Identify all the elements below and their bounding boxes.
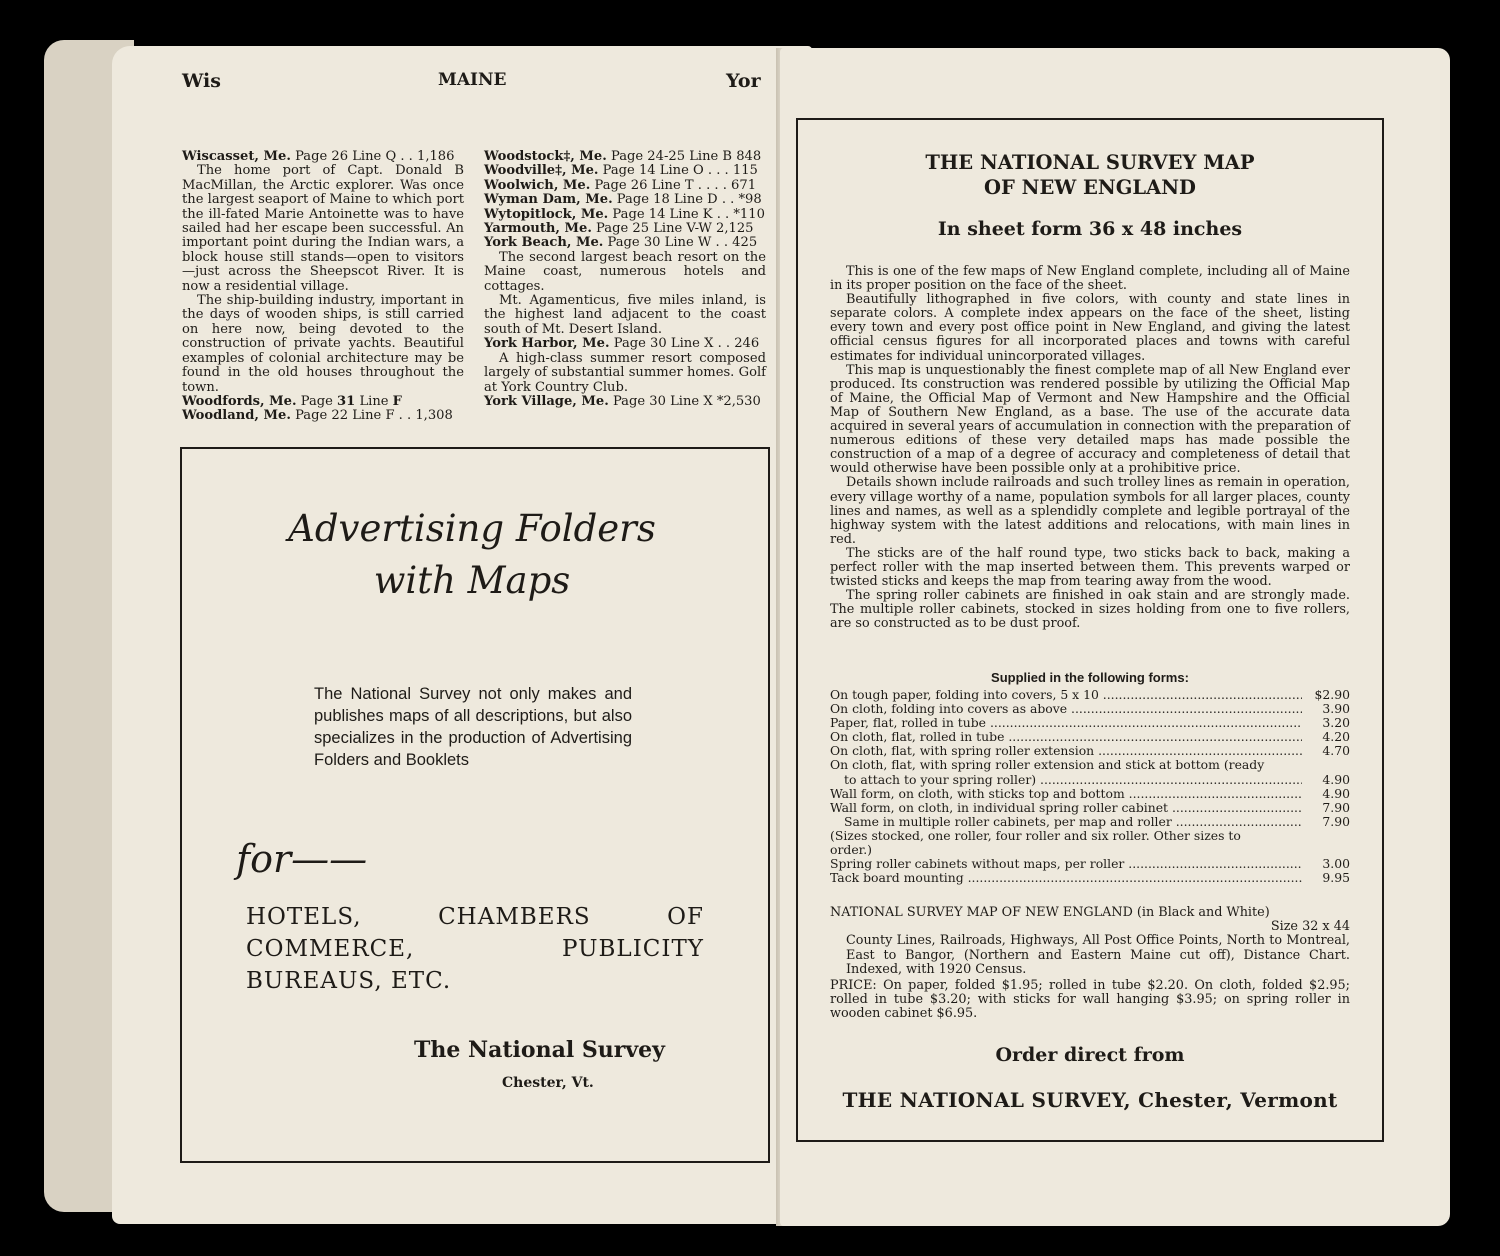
gazetteer-entry <box>484 236 766 250</box>
price-label: On cloth, flat, rolled in tube ..... <box>830 730 1302 744</box>
ad-title-line-1: Advertising Folders <box>288 507 656 550</box>
price-row <box>830 857 1350 871</box>
gazetteer-entry <box>182 150 464 164</box>
price-value: 7.90 <box>1322 813 1350 829</box>
bw-description: County Lines, Railroads, Highways, All Post Office Points, North to Montreal, East to Bangor, (Northern and Eastern Maine cut off), Distance Chart. Indexed, with 1920 Census. <box>846 933 1350 977</box>
price-value <box>1302 843 1350 857</box>
price-row <box>830 787 1350 801</box>
order-company: THE NATIONAL SURVEY, Chester, Vermont <box>842 1088 1338 1112</box>
order-direct: Order direct from <box>995 1044 1185 1066</box>
price-label: to attach to your spring roller) ..... <box>830 773 1302 787</box>
product-title-line-2: OF NEW ENGLAND <box>984 176 1196 199</box>
entry-description: A high-class summer resort composed largely of substantial summer homes. Golf at York Country Club. <box>484 350 766 395</box>
entry-place-name: Woodville‡, Me. <box>484 163 599 179</box>
entry-line: F <box>392 393 402 409</box>
price-label: Tack board mounting ..... <box>830 871 1302 885</box>
price-label: Paper, flat, rolled in tube ..... <box>830 716 1302 730</box>
entry-location: Page 26 Line Q . . 1,186 <box>290 149 455 164</box>
entry-description: The second largest beach resort on the Maine coast, numerous hotels and cottages. <box>484 249 766 294</box>
entry-location: Page <box>296 393 338 409</box>
gazetteer-column-1 <box>182 150 464 424</box>
entry-description: The home port of Capt. Donald B MacMillan, the Arctic explorer. Was once the largest seaport of Maine to which port the ill-fated Marie Antoinette was to have sailed had her escape been successful. An important point during the Indian wars, a block house still stands—open to visitors—just across the Sheepscot River. It is now a residential village. <box>182 163 464 294</box>
product-description <box>830 265 1350 631</box>
price-list <box>830 688 1350 885</box>
price-value <box>1302 829 1350 843</box>
advertisement-box <box>180 447 770 1163</box>
description-paragraph: This map is unquestionably the finest complete map of all New England ever produced. Its construction was rendered possible by utilizing the Official Map of Maine, the Official Map of Vermont and New Hampshire and the Official Map of Southern New England, as a base. The use of the accurate data acquired in several years of accumulation in connection with the preparation of numerous editions of these very detailed maps has made possible the construction of a map of a degree of accuracy and completeness of detail that would otherwise have been possible only at a prohibitive price. <box>830 362 1350 477</box>
ad-city: Chester, Vt. <box>502 1075 594 1091</box>
running-head-center: MAINE <box>438 70 507 90</box>
gazetteer-entry <box>484 150 766 164</box>
price-label: On cloth, flat, with spring roller extension and stick at bottom (ready <box>830 757 1265 773</box>
price-value: 3.00 <box>1322 856 1350 872</box>
entry-place-name: Woodstock‡, Me. <box>484 149 607 164</box>
description-paragraph: The sticks are of the half round type, two sticks back to back, making a perfect roller with the map inserted between them. This prevents warped or twisted sticks and keeps the map from tearing away from the wood. <box>830 545 1350 590</box>
description-paragraph: Details shown include railroads and such trolley lines as remain in operation, every village worthy of a name, population symbols for all larger places, county lines and names, as well as a splendidly complete and legible portrayal of the highway system with the latest additions and relocations, with main lines in red. <box>830 475 1350 547</box>
price-label: Wall form, on cloth, with sticks top and bottom ..... <box>830 787 1302 801</box>
entry-place-name: York Village, Me. <box>484 393 609 409</box>
price-row <box>830 716 1350 730</box>
price-row <box>830 843 1350 857</box>
entry-location: Page 18 Line D . . *98 <box>612 192 762 208</box>
description-paragraph: The spring roller cabinets are finished in oak stain and are strongly made. The multiple roller cabinets, stocked in sizes holding from one to five rollers, are so constructed as to be dust proof. <box>830 588 1350 632</box>
price-value: 4.20 <box>1322 729 1350 745</box>
entry-location: Page 22 Line F . . 1,308 <box>290 408 453 424</box>
forms-heading: Supplied in the following forms: <box>991 670 1189 685</box>
gazetteer-entry <box>484 179 766 193</box>
price-value: 4.90 <box>1322 771 1350 787</box>
entry-description: Mt. Agamenticus, five miles inland, is the highest land adjacent to the coast south of Mt. Desert Island. <box>484 293 766 337</box>
entry-location: Page 25 Line V-W 2,125 <box>591 221 754 237</box>
price-row <box>830 773 1350 787</box>
gazetteer-column-2 <box>484 150 766 409</box>
price-label: (Sizes stocked, one roller, four roller and six roller. Other sizes to <box>830 827 1241 843</box>
price-value: 3.20 <box>1322 715 1350 731</box>
price-label: Same in multiple roller cabinets, per map and roller ..... <box>830 815 1302 829</box>
price-row <box>830 815 1350 829</box>
price-value <box>1302 758 1350 772</box>
gazetteer-entry <box>484 208 766 222</box>
bw-size: Size 32 x 44 <box>1270 919 1350 935</box>
gazetteer-entry <box>484 164 766 178</box>
price-value: 4.90 <box>1322 785 1350 801</box>
ad-company: The National Survey <box>414 1037 665 1063</box>
ad-for: for—— <box>236 837 368 881</box>
entry-place-name: Woodland, Me. <box>182 408 291 424</box>
entry-location: Page 26 Line T . . . . 671 <box>590 177 757 193</box>
price-label: On cloth, folding into covers as above ..... <box>830 702 1302 716</box>
gazetteer-entry <box>484 337 766 351</box>
price-value: 4.70 <box>1322 743 1350 759</box>
price-row <box>830 730 1350 744</box>
running-head-right: Yor <box>726 70 761 92</box>
product-title-line-1: THE NATIONAL SURVEY MAP <box>925 151 1255 174</box>
price-label: On cloth, flat, with spring roller extension ..... <box>830 744 1302 758</box>
ad-targets: HOTELS, CHAMBERS OF COMMERCE, PUBLICITY BUREAUS, ETC. <box>246 904 704 994</box>
entry-place-name: Woodfords, Me. <box>182 393 297 409</box>
entry-place-name: Wyman Dam, Me. <box>484 192 613 208</box>
product-subtitle: In sheet form 36 x 48 inches <box>937 218 1243 240</box>
description-paragraph: Beautifully lithographed in five colors, with county and state lines in separate colors. A complete index appears on the face of the sheet, listing every town and every post office point in New England, and giving the latest official census figures for all incorporated places and towns with careful estimates for individual unincorporated villages. <box>830 292 1350 364</box>
ad-title-line-2: with Maps <box>373 559 571 602</box>
running-head-left: Wis <box>182 70 221 92</box>
price-value: 9.95 <box>1322 870 1350 886</box>
price-label: On tough paper, folding into covers, 5 x 10 ..... <box>830 688 1302 702</box>
price-row <box>830 688 1350 702</box>
entry-location: Page 30 Line W . . 425 <box>603 235 758 251</box>
entry-place-name: Wytopitlock, Me. <box>484 206 609 222</box>
price-row <box>830 801 1350 815</box>
price-value: 7.90 <box>1322 799 1350 815</box>
price-value: 3.90 <box>1322 701 1350 717</box>
bw-price: PRICE: On paper, folded $1.95; rolled in tube $2.20. On cloth, folded $2.95; rolled in tube $3.20; with sticks for wall hanging $3.95; on spring roller in wooden cabinet $6.95. <box>830 978 1350 1022</box>
ad-title <box>252 503 692 607</box>
price-row <box>830 871 1350 885</box>
price-value: $2.90 <box>1314 687 1350 702</box>
price-row <box>830 744 1350 758</box>
entry-page: 31 <box>337 393 356 409</box>
product-title <box>798 150 1382 200</box>
price-row <box>830 829 1350 843</box>
gazetteer-entry <box>182 395 464 409</box>
price-label: Wall form, on cloth, in individual spring roller cabinet ..... <box>830 801 1302 815</box>
product-box <box>796 118 1384 1142</box>
entry-description: The ship-building industry, important in the days of wooden ships, is still carried on here now, being devoted to the construction of private yachts. Beautiful examples of colonial architecture may be found in the old houses throughout the town. <box>182 293 464 395</box>
bw-section <box>830 906 1350 1022</box>
price-row <box>830 758 1350 772</box>
entry-place-name: Woolwich, Me. <box>484 177 591 193</box>
price-label: Spring roller cabinets without maps, per roller ..... <box>830 857 1302 871</box>
price-label: order.) <box>830 842 872 858</box>
gazetteer-entry <box>182 409 464 423</box>
entry-location: Page 14 Line K . . *110 <box>608 206 765 222</box>
entry-place-name: York Beach, Me. <box>484 235 604 251</box>
ad-body: The National Survey not only makes and publishes maps of all descriptions, but also specializes in the production of Advertising Folders and Booklets <box>314 685 632 769</box>
price-row <box>830 702 1350 716</box>
gazetteer-entry <box>484 222 766 236</box>
entry-location: Page 30 Line X . . 246 <box>609 336 760 352</box>
description-paragraph: This is one of the few maps of New England complete, including all of Maine in its proper position on the face of the sheet. <box>830 264 1350 294</box>
entry-place-name: Wiscasset, Me. <box>182 149 291 164</box>
entry-location: Page 14 Line O . . . 115 <box>598 163 758 179</box>
gazetteer-entry <box>484 395 766 409</box>
bw-title: NATIONAL SURVEY MAP OF NEW ENGLAND (in Black and White) <box>830 905 1270 920</box>
entry-line-label: Line <box>355 393 393 409</box>
entry-location: Page 30 Line X *2,530 <box>608 393 761 409</box>
entry-location: Page 24-25 Line B 848 <box>606 149 762 164</box>
entry-place-name: Yarmouth, Me. <box>484 221 592 237</box>
entry-place-name: York Harbor, Me. <box>484 336 610 352</box>
gazetteer-entry <box>484 193 766 207</box>
